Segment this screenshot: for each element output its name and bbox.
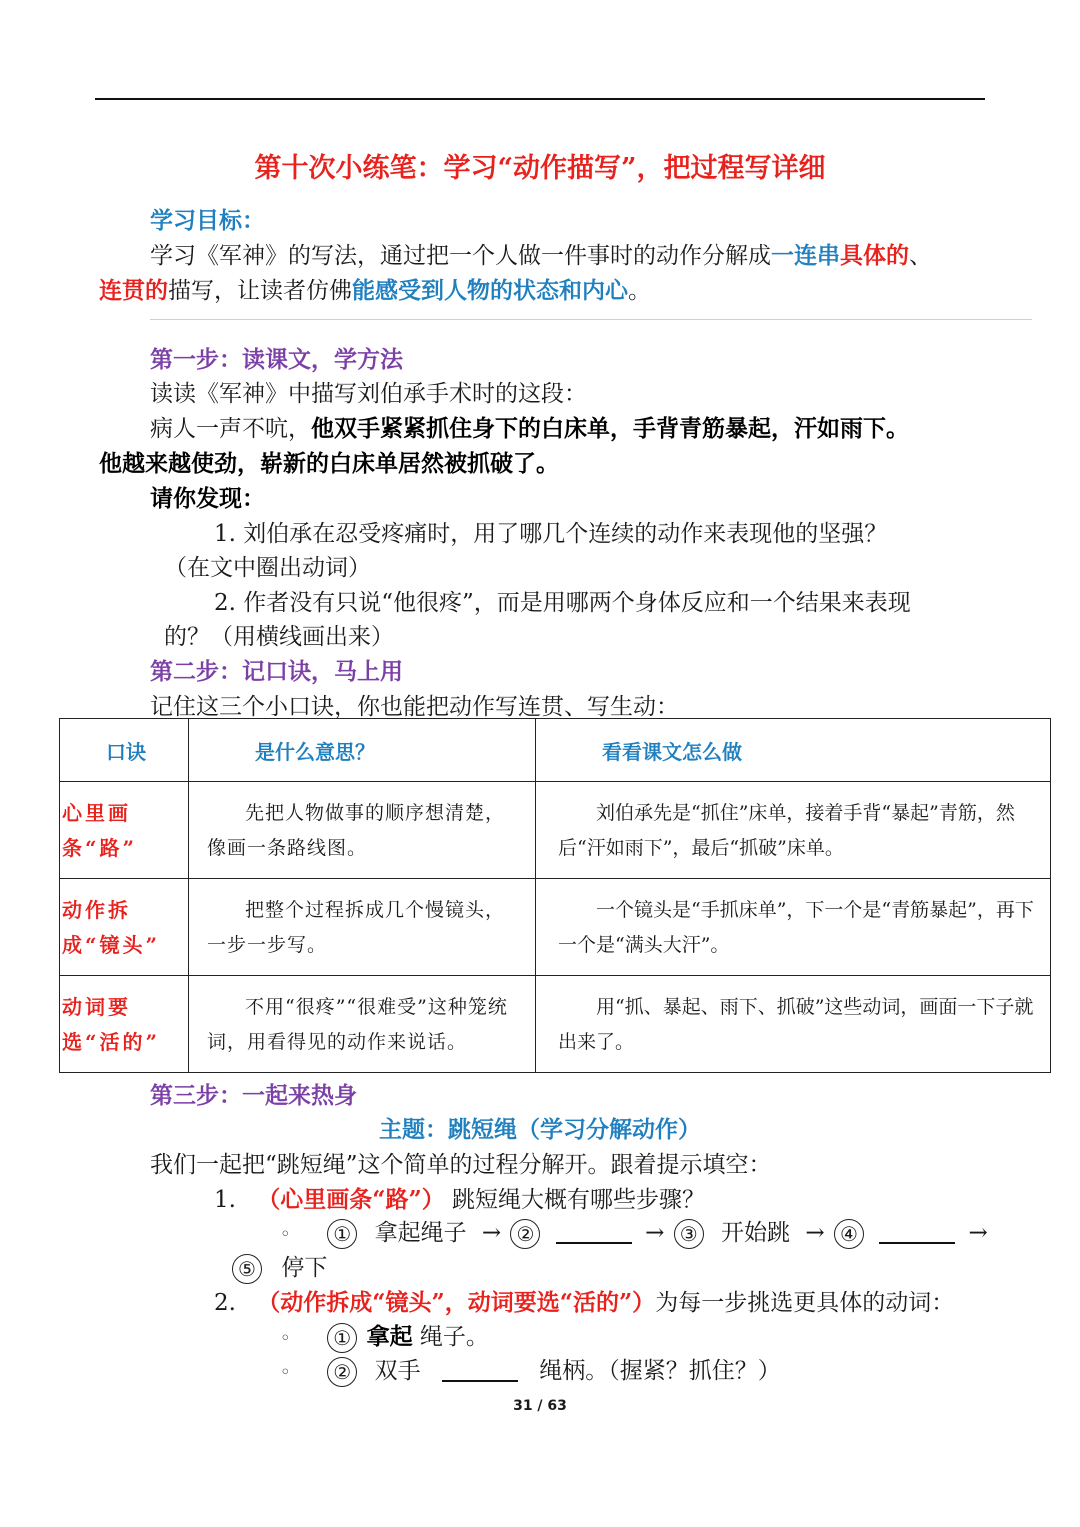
goal-highlight-coherent: 连贯的 xyxy=(99,277,168,304)
goal-heading: 学习目标： xyxy=(150,207,265,234)
step-num-4: ④ xyxy=(834,1219,864,1249)
table-header-row xyxy=(60,719,1051,782)
bullet-icon: ◦ xyxy=(280,1328,291,1349)
goal-punct: 、 xyxy=(909,243,932,269)
steps-line-2 xyxy=(230,1249,327,1284)
header-rule xyxy=(95,98,985,100)
arrow-icon: → xyxy=(481,1220,502,1246)
example-cell xyxy=(536,976,1051,1073)
verb-1-rest: 绳子。 xyxy=(412,1324,489,1350)
step-5-text: 停下 xyxy=(281,1255,328,1281)
meaning-text: 把整个过程拆成几个慢镜头，一步一步写。 xyxy=(207,899,506,956)
meaning-text: 不用“很疼”“很难受”这种笼统词，用看得见的动作来说话。 xyxy=(207,996,508,1053)
verb-1: 拿起 xyxy=(366,1323,413,1350)
answer-blank-verb[interactable] xyxy=(442,1362,518,1382)
goal-punct-2: 。 xyxy=(628,278,651,304)
item1-number: 1. xyxy=(214,1187,236,1213)
arrow-icon: → xyxy=(805,1220,825,1246)
goal-text: 学习《军神》的写法，通过把一个人做一件事时的动作分解成 xyxy=(150,243,771,269)
rule-text: 动词要选“活的” xyxy=(62,995,161,1054)
verb-2-pre: 双手 xyxy=(374,1358,421,1384)
question-2-line2: 的？（用横线画出来） xyxy=(164,624,394,650)
exercise-item-2 xyxy=(214,1284,954,1317)
verb-2-rest: 绳柄。（握紧？抓住？） xyxy=(539,1358,781,1384)
header-meaning-col: 是什么意思？ xyxy=(189,719,536,782)
arrow-icon: → xyxy=(968,1220,988,1246)
section-divider xyxy=(150,319,1032,320)
header-example-col: 看看课文怎么做 xyxy=(536,719,1051,782)
exercise-item-1 xyxy=(214,1181,705,1214)
goal-highlight-series: 一连串 xyxy=(771,242,840,269)
arrow-icon: → xyxy=(645,1220,665,1246)
example-cell xyxy=(536,879,1051,976)
step-num-2: ② xyxy=(510,1219,540,1249)
example-cell xyxy=(536,782,1051,879)
meaning-cell xyxy=(189,976,536,1073)
question-2-line1: 2. 作者没有只说“他很疼”，而是用哪两个身体反应和一个结果来表现 xyxy=(214,590,911,616)
step3-heading: 第三步：一起来热身 xyxy=(150,1082,357,1109)
step1-quote-line1 xyxy=(150,410,909,443)
bullet-icon: ◦ xyxy=(280,1362,291,1383)
tips-table xyxy=(59,718,1051,1073)
quote-bold: 他双手紧紧抓住身下的白床单，手背青筋暴起，汗如雨下。 xyxy=(311,415,909,442)
goal-highlight-concrete: 具体的 xyxy=(840,242,909,269)
table-row xyxy=(60,879,1051,976)
table-row xyxy=(60,976,1051,1073)
verb-line-b xyxy=(280,1352,781,1387)
meaning-cell xyxy=(189,782,536,879)
rule-text: 动作拆成“镜头” xyxy=(62,898,161,957)
goal-text-2: 描写，让读者仿佛 xyxy=(168,278,352,304)
step2-heading: 第二步：记口诀，马上用 xyxy=(150,658,403,685)
answer-blank-4[interactable] xyxy=(879,1224,955,1244)
step-1-text: 拿起绳子 xyxy=(374,1220,467,1246)
item1-tag: （心里画条“路”） xyxy=(257,1186,445,1213)
step1-heading: 第一步：读课文，学方法 xyxy=(150,346,403,373)
item2-text: 为每一步挑选更具体的动词： xyxy=(655,1290,955,1316)
page-title: 第十次小练笔：学习“动作描写”，把过程写详细 xyxy=(254,153,826,184)
step-num-1: ① xyxy=(327,1219,357,1249)
question-1-line2: （在文中圈出动词） xyxy=(164,555,371,581)
quote-plain: 病人一声不吭， xyxy=(150,416,311,442)
example-text: 刘伯承先是“抓住”床单，接着手背“暴起”青筋，然后“汗如雨下”，最后“抓破”床单。 xyxy=(558,802,1015,859)
answer-blank-2[interactable] xyxy=(556,1224,632,1244)
verb-num-1: ① xyxy=(327,1323,357,1353)
step3-intro: 我们一起把“跳短绳”这个简单的过程分解开。跟着提示填空： xyxy=(150,1152,772,1178)
header-rule-col: 口诀 xyxy=(60,719,189,782)
discover-heading: 请你发现： xyxy=(150,485,265,512)
item2-tag: （动作拆成“镜头”，动词要选“活的”） xyxy=(257,1289,656,1316)
goal-line-2 xyxy=(99,272,651,305)
step-3-text: 开始跳 xyxy=(721,1220,790,1246)
example-text: 用“抓、暴起、雨下、抓破”这些动词，画面一下子就出来了。 xyxy=(558,996,1034,1053)
example-text: 一个镜头是“手抓床单”，下一个是“青筋暴起”，再下一个是“满头大汗”。 xyxy=(558,899,1034,956)
verb-num-2: ② xyxy=(327,1357,357,1387)
question-1-line1: 1. 刘伯承在忍受疼痛时，用了哪几个连续的动作来表现他的坚强？ xyxy=(214,521,888,547)
goal-line-1 xyxy=(150,237,932,270)
rule-text: 心里画条“路” xyxy=(62,801,138,860)
rule-cell xyxy=(60,976,189,1073)
item1-text: 跳短绳大概有哪些步骤？ xyxy=(444,1187,706,1213)
step1-quote-line2: 他越来越使劲，崭新的白床单居然被抓破了。 xyxy=(99,450,559,477)
step3-theme: 主题：跳短绳（学习分解动作） xyxy=(379,1116,701,1143)
meaning-text: 先把人物做事的顺序想清楚，像画一条路线图。 xyxy=(207,802,506,859)
page-number: 31 / 63 xyxy=(513,1398,567,1414)
rule-cell xyxy=(60,782,189,879)
verb-line-a xyxy=(280,1318,489,1353)
bullet-icon: ◦ xyxy=(280,1224,291,1245)
table-row xyxy=(60,782,1051,879)
rule-cell xyxy=(60,879,189,976)
step-num-5: ⑤ xyxy=(232,1254,262,1284)
step-num-3: ③ xyxy=(674,1219,704,1249)
steps-line-1 xyxy=(280,1214,988,1249)
step2-intro: 记住这三个小口诀，你也能把动作写连贯、写生动： xyxy=(150,694,679,720)
meaning-cell xyxy=(189,879,536,976)
goal-highlight-feel: 能感受到人物的状态和内心 xyxy=(352,277,628,304)
step1-intro: 读读《军神》中描写刘伯承手术时的这段： xyxy=(150,381,587,407)
item2-number: 2. xyxy=(214,1290,236,1316)
